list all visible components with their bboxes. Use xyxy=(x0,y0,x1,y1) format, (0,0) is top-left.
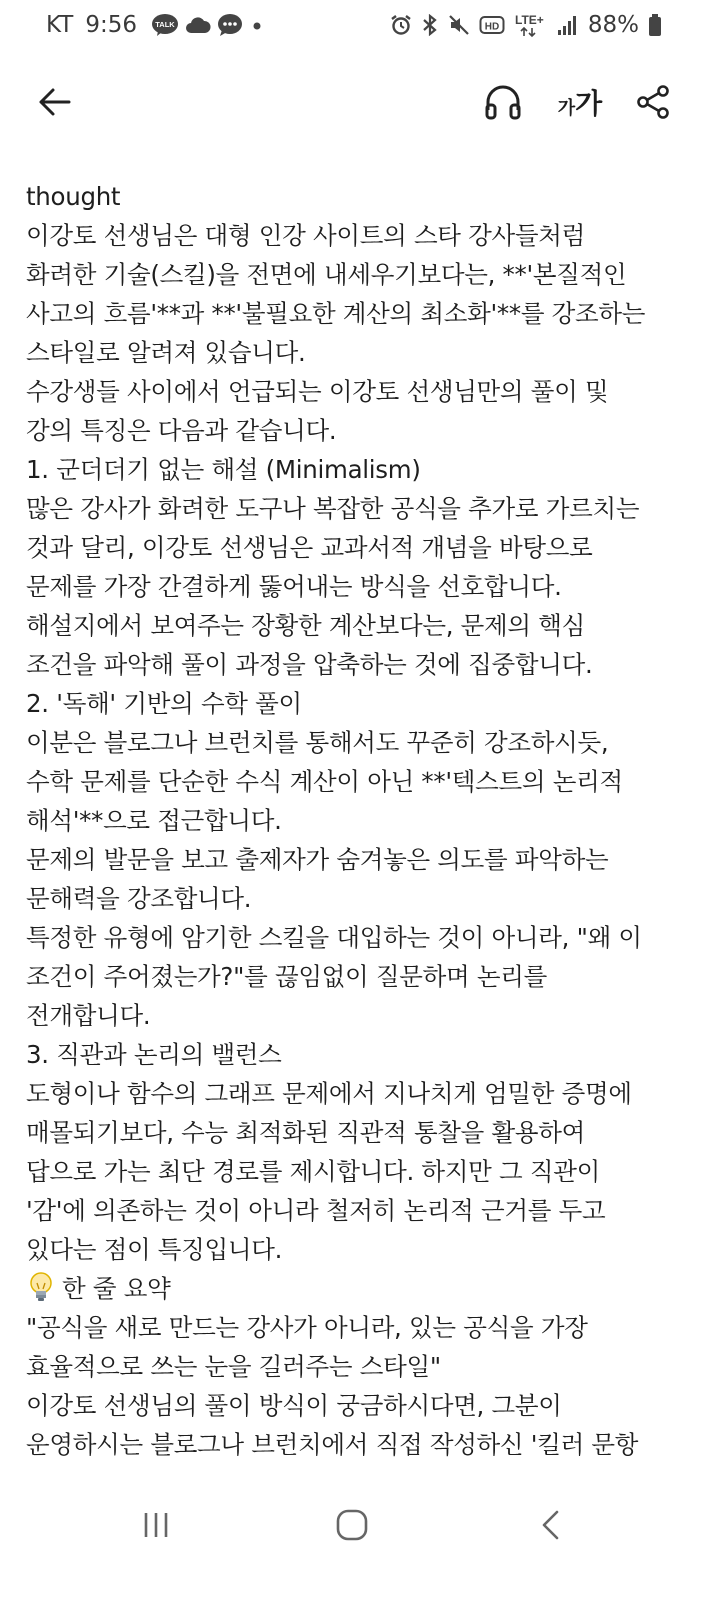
cloud-icon xyxy=(185,15,211,35)
lightbulb-icon xyxy=(26,1271,56,1303)
text-line: 이강토 선생님의 풀이 방식이 궁금하시다면, 그분이 xyxy=(26,1391,562,1420)
listen-button[interactable] xyxy=(478,78,528,126)
text-line: 해설지에서 보여주는 장황한 계산보다는, 문제의 핵심 xyxy=(26,611,585,640)
text-line: 것과 달리, 이강토 선생님은 교과서적 개념을 바탕으로 xyxy=(26,533,593,562)
font-size-button[interactable] xyxy=(550,78,610,126)
text-line: 많은 강사가 화려한 도구나 복잡한 공식을 추가로 가르치는 xyxy=(26,494,640,523)
recents-button[interactable] xyxy=(126,1502,186,1548)
kakaotalk-icon xyxy=(151,13,179,37)
share-icon xyxy=(635,84,671,120)
status-right xyxy=(390,12,662,38)
text-line: 화려한 기술(스킬)을 전면에 내세우기보다는, **'본질적인 xyxy=(26,260,627,289)
text-line: 문제의 발문을 보고 출제자가 숨겨놓은 의도를 파악하는 xyxy=(26,845,609,874)
text-line: 전개합니다. xyxy=(26,1001,151,1030)
network-type-icon xyxy=(514,12,548,38)
battery-percent: 88% xyxy=(587,12,639,38)
font-size-small-glyph: 가 xyxy=(557,98,576,119)
notification-dot-icon xyxy=(249,17,265,33)
home-icon xyxy=(335,1508,369,1542)
status-bar xyxy=(0,0,720,52)
status-left xyxy=(46,12,265,38)
battery-icon xyxy=(648,13,662,37)
section-heading: 1. 군더더기 없는 해설 (Minimalism) xyxy=(26,455,421,484)
text-line: 운영하시는 블로그나 브런치에서 직접 작성하신 '킬러 문항 xyxy=(26,1430,639,1459)
text-line: 이분은 블로그나 브런치를 통해서도 꾸준히 강조하시듯, xyxy=(26,728,609,757)
mute-icon xyxy=(448,14,470,36)
text-line: 강의 특징은 다음과 같습니다. xyxy=(26,416,337,445)
section-heading: 3. 직관과 논리의 밸런스 xyxy=(26,1040,282,1069)
summary-heading xyxy=(26,1269,696,1308)
talk-badge: TALK xyxy=(155,20,175,29)
text-line: 문제를 가장 간결하게 뚫어내는 방식을 선호합니다. xyxy=(26,572,562,601)
text-line: 수학 문제를 단순한 수식 계산이 아닌 **'텍스트의 논리적 xyxy=(26,767,623,796)
carrier-label: KT xyxy=(46,12,74,38)
text-line: 답으로 가는 최단 경로를 제시합니다. 하지만 그 직관이 xyxy=(26,1157,600,1186)
hd-voice-icon xyxy=(479,14,505,36)
home-button[interactable] xyxy=(322,1502,382,1548)
text-line: 사고의 흐름'**과 **'불필요한 계산의 최소화'**를 강조하는 xyxy=(26,299,646,328)
font-size-big-glyph: 가 xyxy=(575,87,603,120)
arrow-left-icon xyxy=(37,87,71,117)
network-type-label: LTE+ xyxy=(514,13,544,27)
text-line: 해석'**으로 접근합니다. xyxy=(26,806,282,835)
back-icon xyxy=(539,1509,561,1541)
signal-icon xyxy=(557,14,579,36)
clock: 9:56 xyxy=(85,12,138,38)
summary-heading-text: 한 줄 요약 xyxy=(62,1274,171,1303)
section-heading: 2. '독해' 기반의 수학 풀이 xyxy=(26,689,302,718)
text-line: 스타일로 알려져 있습니다. xyxy=(26,338,306,367)
svg-text:HD: HD xyxy=(484,21,500,33)
text-line: 이강토 선생님은 대형 인강 사이트의 스타 강사들처럼 xyxy=(26,221,585,250)
text-line: 조건을 파악해 풀이 과정을 압축하는 것에 집중합니다. xyxy=(26,650,593,679)
text-line: "공식을 새로 만드는 강사가 아니라, 있는 공식을 가장 xyxy=(26,1313,588,1342)
text-line: 문해력을 강조합니다. xyxy=(26,884,252,913)
system-nav-bar xyxy=(0,1490,720,1560)
text-line: 효율적으로 쓰는 눈을 길러주는 스타일" xyxy=(26,1352,441,1381)
share-button[interactable] xyxy=(628,78,678,126)
bluetooth-icon xyxy=(421,14,439,36)
text-line: 특정한 유형에 암기한 스킬을 대입하는 것이 아니라, "왜 이 xyxy=(26,923,642,952)
text-line: 매몰되기보다, 수능 최적화된 직관적 통찰을 활용하여 xyxy=(26,1118,585,1147)
article-toolbar xyxy=(0,70,720,134)
text-line: thought xyxy=(26,182,121,211)
text-line: 수강생들 사이에서 언급되는 이강토 선생님만의 풀이 및 xyxy=(26,377,609,406)
alarm-icon xyxy=(390,14,412,36)
text-line: 도형이나 함수의 그래프 문제에서 지나치게 엄밀한 증명에 xyxy=(26,1079,632,1108)
back-button[interactable] xyxy=(30,78,78,126)
article-body xyxy=(26,177,696,1464)
system-back-button[interactable] xyxy=(520,1502,580,1548)
text-line: '감'에 의존하는 것이 아니라 철저히 논리적 근거를 두고 xyxy=(26,1196,606,1225)
recents-icon xyxy=(141,1510,171,1540)
chat-bubble-icon xyxy=(217,13,243,37)
headphones-icon xyxy=(483,84,523,120)
text-line: 있다는 점이 특징입니다. xyxy=(26,1235,283,1264)
text-line: 조건이 주어졌는가?"를 끊임없이 질문하며 논리를 xyxy=(26,962,547,991)
